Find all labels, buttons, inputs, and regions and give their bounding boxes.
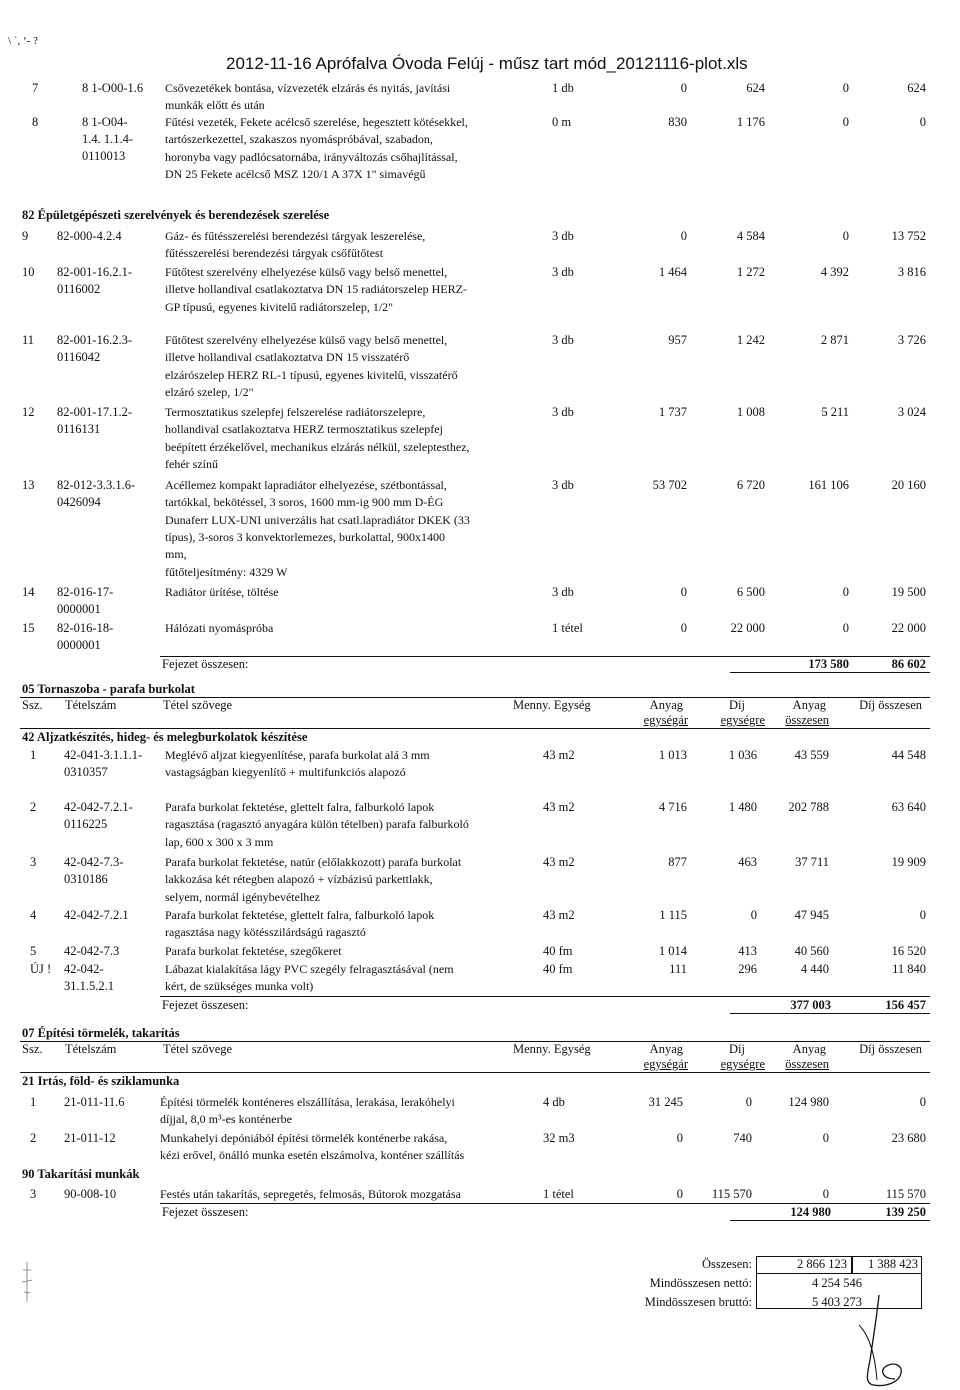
row-number: 14 <box>22 585 35 599</box>
material-unit-price: 957 <box>668 333 687 347</box>
material-total: 0 <box>842 229 849 243</box>
quantity-unit: 3 db <box>552 229 574 243</box>
item-description: Meglévő aljzat kiegyenlítése, parafa burkolat alá 3 mm <box>165 748 430 762</box>
col-header-mennyiseg: Menny. Egység <box>513 698 591 712</box>
item-code: 31.1.5.2.1 <box>64 979 114 993</box>
item-description: Gáz- és fűtésszerelési berendezési tárgyak leszerelése, <box>165 229 426 243</box>
material-unit-price: 1 013 <box>658 748 687 762</box>
quantity-unit: 43 m2 <box>543 748 575 762</box>
quantity-unit: 1 tétel <box>543 1187 574 1201</box>
labour-total: 16 520 <box>891 944 926 958</box>
row-number: 10 <box>22 265 35 279</box>
item-description: tartókkal, bekötéssel, 3 soros, 1600 mm-ig 900 mm D-ÉG <box>165 495 444 510</box>
col-header-anyag-egysegar: egységár <box>643 713 688 727</box>
item-description: horonyba vagy padlócsatornába, irányváltozás csőhajlítással, <box>165 149 458 164</box>
item-description: lap, 600 x 300 x 3 mm <box>165 834 274 849</box>
col-header-dij-egysegre: egységre <box>720 713 765 727</box>
item-code: 8 1-O00-1.6 <box>82 81 144 95</box>
col-header-ssz: Ssz. <box>22 1042 43 1056</box>
item-code: 0310186 <box>64 872 108 886</box>
item-code: 0116131 <box>57 422 101 436</box>
item-code: 82-016-18- <box>57 621 114 635</box>
material-total: 37 711 <box>795 855 829 869</box>
row-number: 12 <box>22 405 35 419</box>
row-number: 1 <box>30 748 37 762</box>
item-description: lakkozása két rétegben alapozó + vízbázisú parkettlakk, <box>165 872 433 887</box>
col-header-ssz: Ssz. <box>22 698 43 712</box>
item-description: fehér színű <box>165 456 218 471</box>
quantity-unit: 4 db <box>543 1095 565 1109</box>
row-number: 7 <box>32 81 39 95</box>
subtotal-labour: 86 602 <box>891 657 926 671</box>
col-header-anyag-osszesen: Anyag <box>792 1042 826 1056</box>
quantity-unit: 40 fm <box>543 944 573 958</box>
col-header-anyag-osszesen: Anyag <box>792 698 826 712</box>
subtotal-labour: 156 457 <box>885 998 926 1012</box>
material-unit-price: 53 702 <box>652 478 687 492</box>
row-number: 15 <box>22 621 35 635</box>
net-total-label: Mindösszesen nettó: <box>649 1276 752 1290</box>
labour-total: 3 024 <box>897 405 926 419</box>
col-header-dij-egysegre: Díj <box>729 1042 745 1056</box>
row-number: 3 <box>30 855 37 869</box>
labour-total: 44 548 <box>891 748 926 762</box>
item-description: vastagságban kiegyenlítő + multifunkciós alapozó <box>165 765 406 780</box>
material-total: 0 <box>842 115 849 129</box>
labour-total: 19 909 <box>891 855 926 869</box>
row-number: 4 <box>30 908 37 922</box>
labour-total: 20 160 <box>891 478 926 492</box>
labour-unit-price: 296 <box>738 962 757 976</box>
item-code: 0116002 <box>57 282 101 296</box>
item-description: kézi erővel, önálló munka esetén elszámolva, konténer szállítás <box>160 1148 465 1163</box>
labour-total: 3 726 <box>897 333 926 347</box>
item-code: 82-000-4.2.4 <box>57 229 122 243</box>
quantity-unit: 32 m3 <box>543 1131 575 1145</box>
material-unit-price: 0 <box>676 1131 683 1145</box>
material-total: 0 <box>822 1187 829 1201</box>
labour-unit-price: 22 000 <box>730 621 765 635</box>
labour-unit-price: 463 <box>738 855 757 869</box>
item-description: beépített érzékelővel, mechanikus elzárás nélkül, szeleptesthez, <box>165 439 470 454</box>
chapter-heading: 42 Aljzatkészítés, hideg- és melegburkolatok készítése <box>22 730 308 744</box>
material-unit-price: 1 115 <box>659 908 687 922</box>
material-unit-price: 877 <box>668 855 687 869</box>
header-rule <box>20 728 930 729</box>
quantity-unit: 1 db <box>552 81 574 95</box>
item-code: 0310357 <box>64 765 108 779</box>
row-number: 2 <box>30 800 37 814</box>
material-total: 0 <box>842 81 849 95</box>
quantity-unit: 3 db <box>552 585 574 599</box>
labour-unit-price: 6 500 <box>736 585 765 599</box>
subtotal-rule <box>160 996 930 997</box>
col-header-tetelszam: Tételszám <box>65 1042 117 1056</box>
item-code: 0110013 <box>82 149 126 163</box>
material-total: 47 945 <box>794 908 829 922</box>
labour-unit-price: 1 008 <box>736 405 765 419</box>
labour-unit-price: 1 176 <box>736 115 765 129</box>
col-header-anyag-egysegar: Anyag <box>649 1042 683 1056</box>
item-description: Munkahelyi depóniából építési törmelék konténerbe rakása, <box>160 1131 448 1145</box>
labour-unit-price: 1 242 <box>736 333 765 347</box>
item-description: típus), 3-soros 3 konvektorlemezes, burkolattal, 900x1400 <box>165 529 445 544</box>
item-description: Parafa burkolat fektetése, natúr (előlakkozott) parafa burkolat <box>165 855 462 869</box>
subtotal-label: Fejezet összesen: <box>162 657 249 671</box>
header-rule <box>20 1072 930 1073</box>
net-total-value: 4 254 546 <box>812 1276 862 1290</box>
col-header-tetelszam: Tételszám <box>65 698 117 712</box>
item-description: elzáró szelep, 1/2" <box>165 384 254 399</box>
labour-total: 0 <box>919 115 926 129</box>
item-description: hollandival csatlakoztatva HERZ termosztatikus szelepfej <box>165 422 443 437</box>
labour-unit-price: 0 <box>745 1095 752 1109</box>
total-labour: 1 388 423 <box>868 1257 918 1271</box>
row-number: 3 <box>30 1187 37 1201</box>
item-code: 0000001 <box>57 602 101 616</box>
item-description: Radiátor ürítése, töltése <box>165 585 279 599</box>
item-description: Hálózati nyomáspróba <box>165 621 274 635</box>
material-unit-price: 0 <box>680 585 687 599</box>
labour-total: 115 570 <box>885 1187 926 1201</box>
chapter-heading: 21 Irtás, föld- és sziklamunka <box>22 1074 180 1088</box>
item-description: díjjal, 8,0 m³-es konténerbe <box>160 1112 292 1127</box>
item-description: Parafa burkolat fektetése, glettelt falra, falburkoló lapok <box>165 908 435 922</box>
material-total: 124 980 <box>788 1095 829 1109</box>
row-number: ÚJ ! <box>30 962 52 976</box>
document-title: 2012-11-16 Aprófalva Óvoda Felúj - műsz tart mód_20121116-plot.xls <box>226 54 748 73</box>
item-code: 42-041-3.1.1.1- <box>64 748 143 762</box>
labour-total: 63 640 <box>891 800 926 814</box>
quantity-unit: 43 m2 <box>543 800 575 814</box>
item-code: 82-016-17- <box>57 585 114 599</box>
item-code: 0116225 <box>64 817 108 831</box>
item-code: 82-001-17.1.2- <box>57 405 132 419</box>
col-header-mennyiseg: Menny. Egység <box>513 1042 591 1056</box>
item-code: 42-042-7.3- <box>64 855 124 869</box>
material-total: 0 <box>822 1131 829 1145</box>
col-header-dij-osszesen: Díj összesen <box>859 698 922 712</box>
material-total: 2 871 <box>820 333 849 347</box>
row-number: 8 <box>32 115 39 129</box>
item-description: Csővezetékek bontása, vízvezeték elzárás és nyitás, javítási <box>165 81 451 95</box>
item-description: kért, de szükséges munka volt) <box>165 979 314 994</box>
quantity-unit: 3 db <box>552 478 574 492</box>
labour-unit-price: 1 036 <box>728 748 757 762</box>
total-material: 2 866 123 <box>797 1257 847 1271</box>
row-number: 5 <box>30 944 37 958</box>
item-code: 1.4. 1.1.4- <box>82 132 134 146</box>
item-description: Parafa burkolat fektetése, szegőkeret <box>165 944 342 958</box>
item-code: 82-001-16.2.3- <box>57 333 132 347</box>
material-unit-price: 0 <box>680 81 687 95</box>
col-header-anyag-osszesen: összesen <box>785 713 829 727</box>
subtotal-label: Fejezet összesen: <box>162 1205 249 1219</box>
handwritten-signature <box>855 1295 925 1390</box>
item-description: fűtésszerelési berendezési tárgyak csőfűtőtest <box>165 246 384 261</box>
labour-unit-price: 413 <box>738 944 757 958</box>
item-description: DN 25 Fekete acélcső MSZ 120/1 A 37X 1" simavégű <box>165 166 426 181</box>
item-code: 42-042-7.2.1- <box>64 800 133 814</box>
material-total: 43 559 <box>794 748 829 762</box>
material-unit-price: 1 014 <box>658 944 687 958</box>
row-number: 9 <box>22 229 29 243</box>
subtotal-material: 124 980 <box>790 1205 831 1219</box>
quantity-unit: 3 db <box>552 405 574 419</box>
material-unit-price: 830 <box>668 115 687 129</box>
material-total: 5 211 <box>821 405 849 419</box>
subtotal-material: 377 003 <box>790 998 831 1012</box>
item-description: illetve hollandival csatlakoztatva DN 15 radiátorszelep HERZ- <box>165 282 467 297</box>
labour-unit-price: 4 584 <box>736 229 765 243</box>
gross-total-label: Mindösszesen bruttó: <box>644 1295 752 1309</box>
item-description: tartószerkezettel, szakaszos nyomáspróbával, szabadon, <box>165 132 433 147</box>
labour-unit-price: 115 570 <box>711 1187 752 1201</box>
item-code: 0116042 <box>57 350 101 364</box>
labour-total: 11 840 <box>892 962 926 976</box>
material-unit-price: 0 <box>680 621 687 635</box>
quantity-unit: 3 db <box>552 333 574 347</box>
labour-total: 13 752 <box>891 229 926 243</box>
quantity-unit: 1 tétel <box>552 621 583 635</box>
material-total: 161 106 <box>808 478 849 492</box>
item-description: GP típusú, egyenes kivitelű radiátorszelep, 1/2" <box>165 299 394 314</box>
item-description: Építési törmelék konténeres elszállítása, lerakása, lerakóhelyi <box>160 1095 455 1109</box>
item-code: 42-042- <box>64 962 104 976</box>
labour-total: 22 000 <box>891 621 926 635</box>
item-description: elzárószelep HERZ RL-1 típusú, egyenes kivitelű, visszatérő <box>165 367 458 382</box>
subtotal-label: Fejezet összesen: <box>162 998 249 1012</box>
quantity-unit: 3 db <box>552 265 574 279</box>
item-code: 0000001 <box>57 638 101 652</box>
subtotal-rule <box>730 1220 930 1221</box>
item-code: 42-042-7.2.1 <box>64 908 129 922</box>
subtotal-rule <box>730 672 930 673</box>
material-unit-price: 1 737 <box>658 405 687 419</box>
item-code: 82-012-3.3.1.6- <box>57 478 136 492</box>
item-description: fűtőteljesítmény: 4329 W <box>165 564 288 579</box>
col-header-szoveg: Tétel szövege <box>163 1042 233 1056</box>
labour-total: 624 <box>907 81 926 95</box>
col-header-dij-egysegre: Díj <box>729 698 745 712</box>
scan-mark <box>20 1262 34 1302</box>
item-code: 8 1-O04- <box>82 115 128 129</box>
material-unit-price: 0 <box>680 229 687 243</box>
quantity-unit: 43 m2 <box>543 908 575 922</box>
item-code: 0426094 <box>57 495 101 509</box>
item-description: Parafa burkolat fektetése, glettelt falra, falburkoló lapok <box>165 800 435 814</box>
material-unit-price: 0 <box>676 1187 683 1201</box>
labour-unit-price: 0 <box>750 908 757 922</box>
labour-unit-price: 1 480 <box>728 800 757 814</box>
labour-total: 0 <box>919 908 926 922</box>
subtotal-rule <box>160 1203 930 1204</box>
col-header-dij-osszesen: Díj összesen <box>859 1042 922 1056</box>
gross-total-value: 5 403 273 <box>812 1295 862 1309</box>
material-unit-price: 111 <box>669 962 687 976</box>
item-description: Acéllemez kompakt lapradiátor elhelyezése, szétbontással, <box>165 478 447 492</box>
col-header-dij-egysegre: egységre <box>720 1057 765 1071</box>
material-total: 4 392 <box>820 265 849 279</box>
subtotal-material: 173 580 <box>808 657 849 671</box>
chapter-heading: 82 Épületgépészeti szerelvények és berendezések szerelése <box>22 208 330 222</box>
labour-total: 23 680 <box>891 1131 926 1145</box>
item-description: Fűtési vezeték, Fekete acélcső szerelése, hegesztett kötésekkel, <box>165 115 468 129</box>
labour-unit-price: 740 <box>733 1131 752 1145</box>
subtotal-rule <box>730 1013 930 1014</box>
chapter-heading: 90 Takarítási munkák <box>22 1167 140 1181</box>
row-number: 2 <box>30 1131 37 1145</box>
row-number: 11 <box>22 333 35 347</box>
item-description: ragasztása nagy kötésszilárdságú ragasztó <box>165 925 366 940</box>
material-unit-price: 4 716 <box>658 800 687 814</box>
material-unit-price: 1 464 <box>658 265 687 279</box>
item-description: illetve hollandival csatlakoztatva DN 15 visszatérő <box>165 350 410 365</box>
item-description: mm, <box>165 547 187 562</box>
item-description: Termosztatikus szelepfej felszerelése radiátorszelepre, <box>165 405 426 419</box>
item-code: 42-042-7.3 <box>64 944 120 958</box>
total-label: Összesen: <box>702 1257 752 1271</box>
item-description: selyem, normál igénybevételhez <box>165 889 320 904</box>
item-code: 21-011-11.6 <box>64 1095 125 1109</box>
labour-total: 0 <box>919 1095 926 1109</box>
material-total: 4 440 <box>800 962 829 976</box>
material-total: 0 <box>842 585 849 599</box>
item-description: munkák előtt és után <box>165 98 265 113</box>
material-total: 0 <box>842 621 849 635</box>
item-code: 82-001-16.2.1- <box>57 265 132 279</box>
quantity-unit: 0 m <box>552 115 572 129</box>
quantity-unit: 43 m2 <box>543 855 575 869</box>
col-header-anyag-osszesen: összesen <box>785 1057 829 1071</box>
item-description: Dunaferr LUX-UNI univerzális hat csatl.lapradiátor DKEK (33 <box>165 512 470 527</box>
row-number: 1 <box>30 1095 37 1109</box>
item-description: Fűtőtest szerelvény elhelyezése külső vagy belső menettel, <box>165 265 448 279</box>
col-header-anyag-egysegar: Anyag <box>649 698 683 712</box>
scan-marks: \ `, ‘- ? <box>8 35 38 47</box>
col-header-anyag-egysegar: egységár <box>643 1057 688 1071</box>
item-description: Fűtőtest szerelvény elhelyezése külső vagy belső menettel, <box>165 333 448 347</box>
labour-total: 3 816 <box>897 265 926 279</box>
labour-unit-price: 6 720 <box>736 478 765 492</box>
labour-unit-price: 1 272 <box>736 265 765 279</box>
labour-unit-price: 624 <box>746 81 765 95</box>
section-heading: 07 Építési törmelék, takarítás <box>22 1026 180 1040</box>
item-code: 90-008-10 <box>64 1187 117 1201</box>
col-header-szoveg: Tétel szövege <box>163 698 233 712</box>
material-total: 40 560 <box>794 944 829 958</box>
item-code: 21-011-12 <box>64 1131 116 1145</box>
item-description: Lábazat kialakítása lágy PVC szegély felragasztásával (nem <box>165 962 454 976</box>
row-number: 13 <box>22 478 35 492</box>
quantity-unit: 40 fm <box>543 962 573 976</box>
section-heading: 05 Tornaszoba - parafa burkolat <box>22 682 195 696</box>
material-unit-price: 31 245 <box>648 1095 683 1109</box>
item-description: ragasztása (ragasztó anyagára külön tételben) parafa falburkoló <box>165 817 469 832</box>
material-total: 202 788 <box>788 800 829 814</box>
item-description: Festés után takarítás, sepregetés, felmosás, Bútorok mozgatása <box>160 1187 461 1201</box>
labour-total: 19 500 <box>891 585 926 599</box>
subtotal-labour: 139 250 <box>885 1205 926 1219</box>
